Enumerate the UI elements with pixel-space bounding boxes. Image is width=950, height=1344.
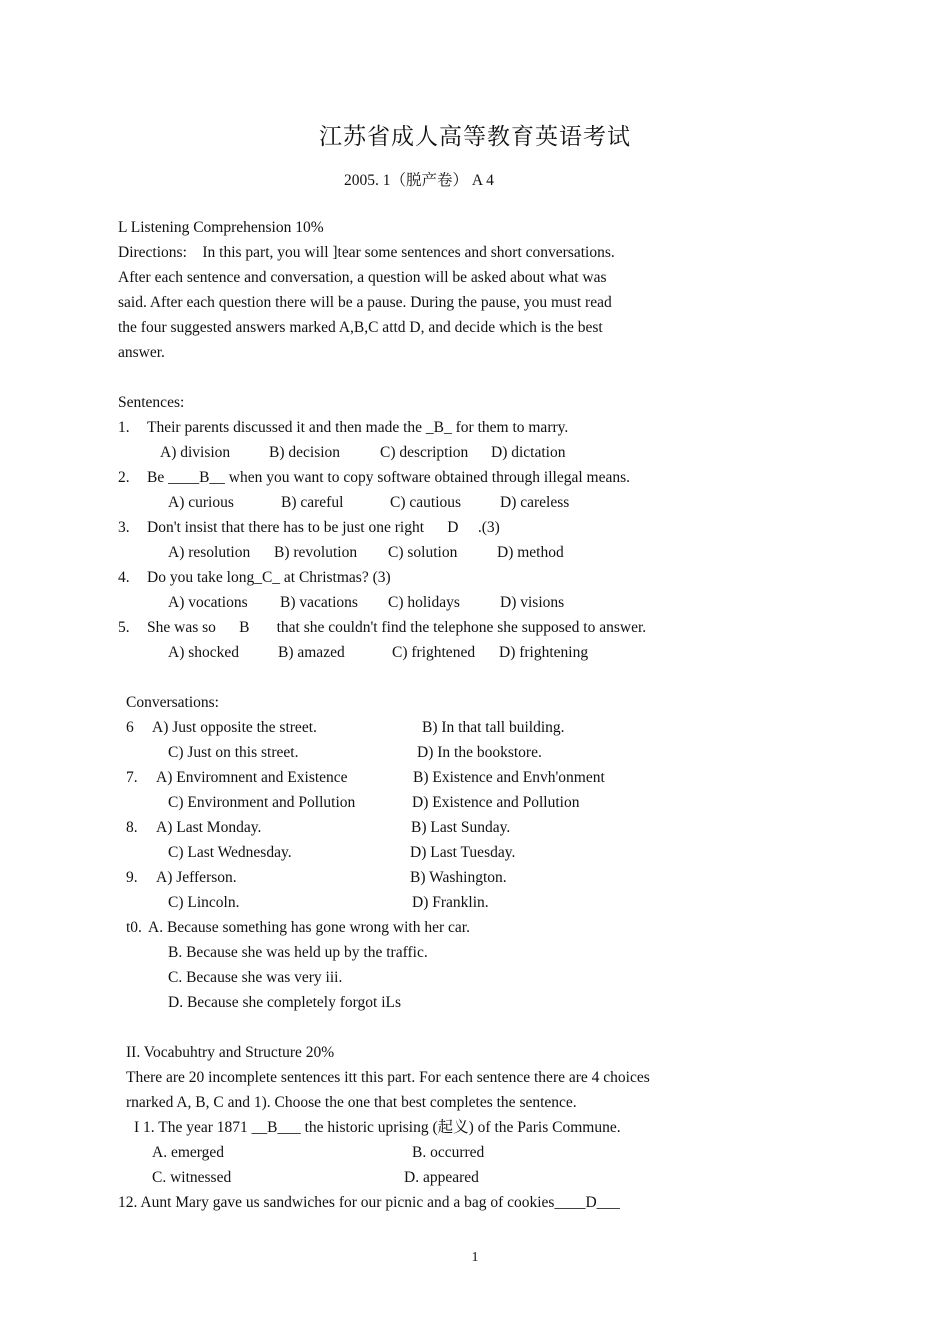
option: D) Franklin.: [412, 894, 489, 911]
option: D) In the bookstore.: [417, 744, 542, 761]
question-text: Their parents discussed it and then made the _B_ for them to marry.: [147, 419, 569, 436]
option: B) amazed: [278, 644, 345, 661]
option: A) Jefferson.: [156, 869, 237, 886]
option: D) frightening: [499, 644, 589, 661]
question-number: 1.: [118, 419, 130, 436]
option: D) careless: [500, 494, 570, 511]
question-text: I 1. The year 1871 __B___ the historic uprising (起义) of the Paris Commune.: [134, 1119, 621, 1136]
exam-subtitle: 2005. 1（脱产卷） A 4: [344, 172, 494, 189]
conversations-label: Conversations:: [126, 694, 219, 711]
option: B) In that tall building.: [422, 719, 565, 736]
question-text: She was so B that she couldn't find the telephone she supposed to answer.: [147, 619, 647, 636]
section2-heading: II. Vocabuhtry and Structure 20%: [126, 1044, 335, 1061]
option: B) careful: [281, 494, 344, 511]
directions-line: the four suggested answers marked A,B,C attd D, and decide which is the best: [118, 319, 603, 336]
question-number: 9.: [126, 869, 138, 886]
option: A) division: [160, 444, 231, 461]
question-number: 4.: [118, 569, 130, 586]
option: D. Because she completely forgot iLs: [168, 994, 402, 1011]
option: C) holidays: [388, 594, 460, 611]
question-number: 5.: [118, 619, 130, 636]
directions-line: Directions: In this part, you will ]tear some sentences and short conversations.: [118, 244, 615, 261]
option: C) description: [380, 444, 469, 461]
option: C) Last Wednesday.: [168, 844, 292, 861]
question-text: Be ____B__ when you want to copy software obtained through illegal means.: [147, 469, 630, 486]
section2-intro: There are 20 incomplete sentences itt this part. For each sentence there are 4 choices: [126, 1069, 650, 1086]
option: C) solution: [388, 544, 458, 561]
option: A) Enviromnent and Existence: [156, 769, 348, 786]
option: B) Last Sunday.: [411, 819, 511, 836]
option: B) revolution: [274, 544, 358, 561]
sentences-label: Sentences:: [118, 394, 185, 411]
page-title: 江苏省成人高等教育英语考试: [319, 124, 631, 150]
option: B. occurred: [412, 1144, 485, 1161]
option: A) shocked: [168, 644, 240, 661]
question-text: Do you take long_C_ at Christmas? (3): [147, 569, 391, 586]
section2-intro: rnarked A, B, C and 1). Choose the one that best completes the sentence.: [126, 1094, 577, 1111]
option: C) Just on this street.: [168, 744, 299, 761]
option: C. witnessed: [152, 1169, 232, 1186]
option: C) Lincoln.: [168, 894, 240, 911]
option: A) vocations: [168, 594, 248, 611]
option: C) cautious: [390, 494, 462, 511]
option: D. appeared: [404, 1169, 479, 1186]
option: A) curious: [168, 494, 234, 511]
question-text: 12. Aunt Mary gave us sandwiches for our picnic and a bag of cookies____D___: [118, 1194, 620, 1211]
option: A) Last Monday.: [156, 819, 262, 836]
question-number: 2.: [118, 469, 130, 486]
option: D) visions: [500, 594, 565, 611]
question-number: 8.: [126, 819, 138, 836]
option: D) Existence and Pollution: [412, 794, 580, 811]
question-number: 7.: [126, 769, 138, 786]
page-number: 1: [471, 1250, 479, 1265]
option: B) decision: [269, 444, 341, 461]
option: A. Because something has gone wrong with her car.: [148, 919, 470, 936]
question-number: t0.: [126, 919, 142, 936]
option: D) dictation: [491, 444, 566, 461]
directions-line: answer.: [118, 344, 165, 361]
option: C. Because she was very iii.: [168, 969, 343, 986]
option: B) Washington.: [410, 869, 507, 886]
option: B. Because she was held up by the traffic.: [168, 944, 428, 961]
question-number: 3.: [118, 519, 130, 536]
option: D) method: [497, 544, 564, 561]
option: A. emerged: [152, 1144, 225, 1161]
option: B) vacations: [280, 594, 358, 611]
directions-line: said. After each question there will be a pause. During the pause, you must read: [118, 294, 612, 311]
question-number: 6: [126, 719, 134, 736]
directions-line: After each sentence and conversation, a question will be asked about what was: [118, 269, 607, 286]
option: B) Existence and Envh'onment: [413, 769, 605, 786]
question-text: Don't insist that there has to be just one right D .(3): [147, 519, 500, 536]
option: C) frightened: [392, 644, 476, 661]
section1-heading: L Listening Comprehension 10%: [118, 219, 324, 236]
option: D) Last Tuesday.: [410, 844, 516, 861]
option: C) Environment and Pollution: [168, 794, 356, 811]
option: A) resolution: [168, 544, 251, 561]
option: A) Just opposite the street.: [152, 719, 317, 736]
